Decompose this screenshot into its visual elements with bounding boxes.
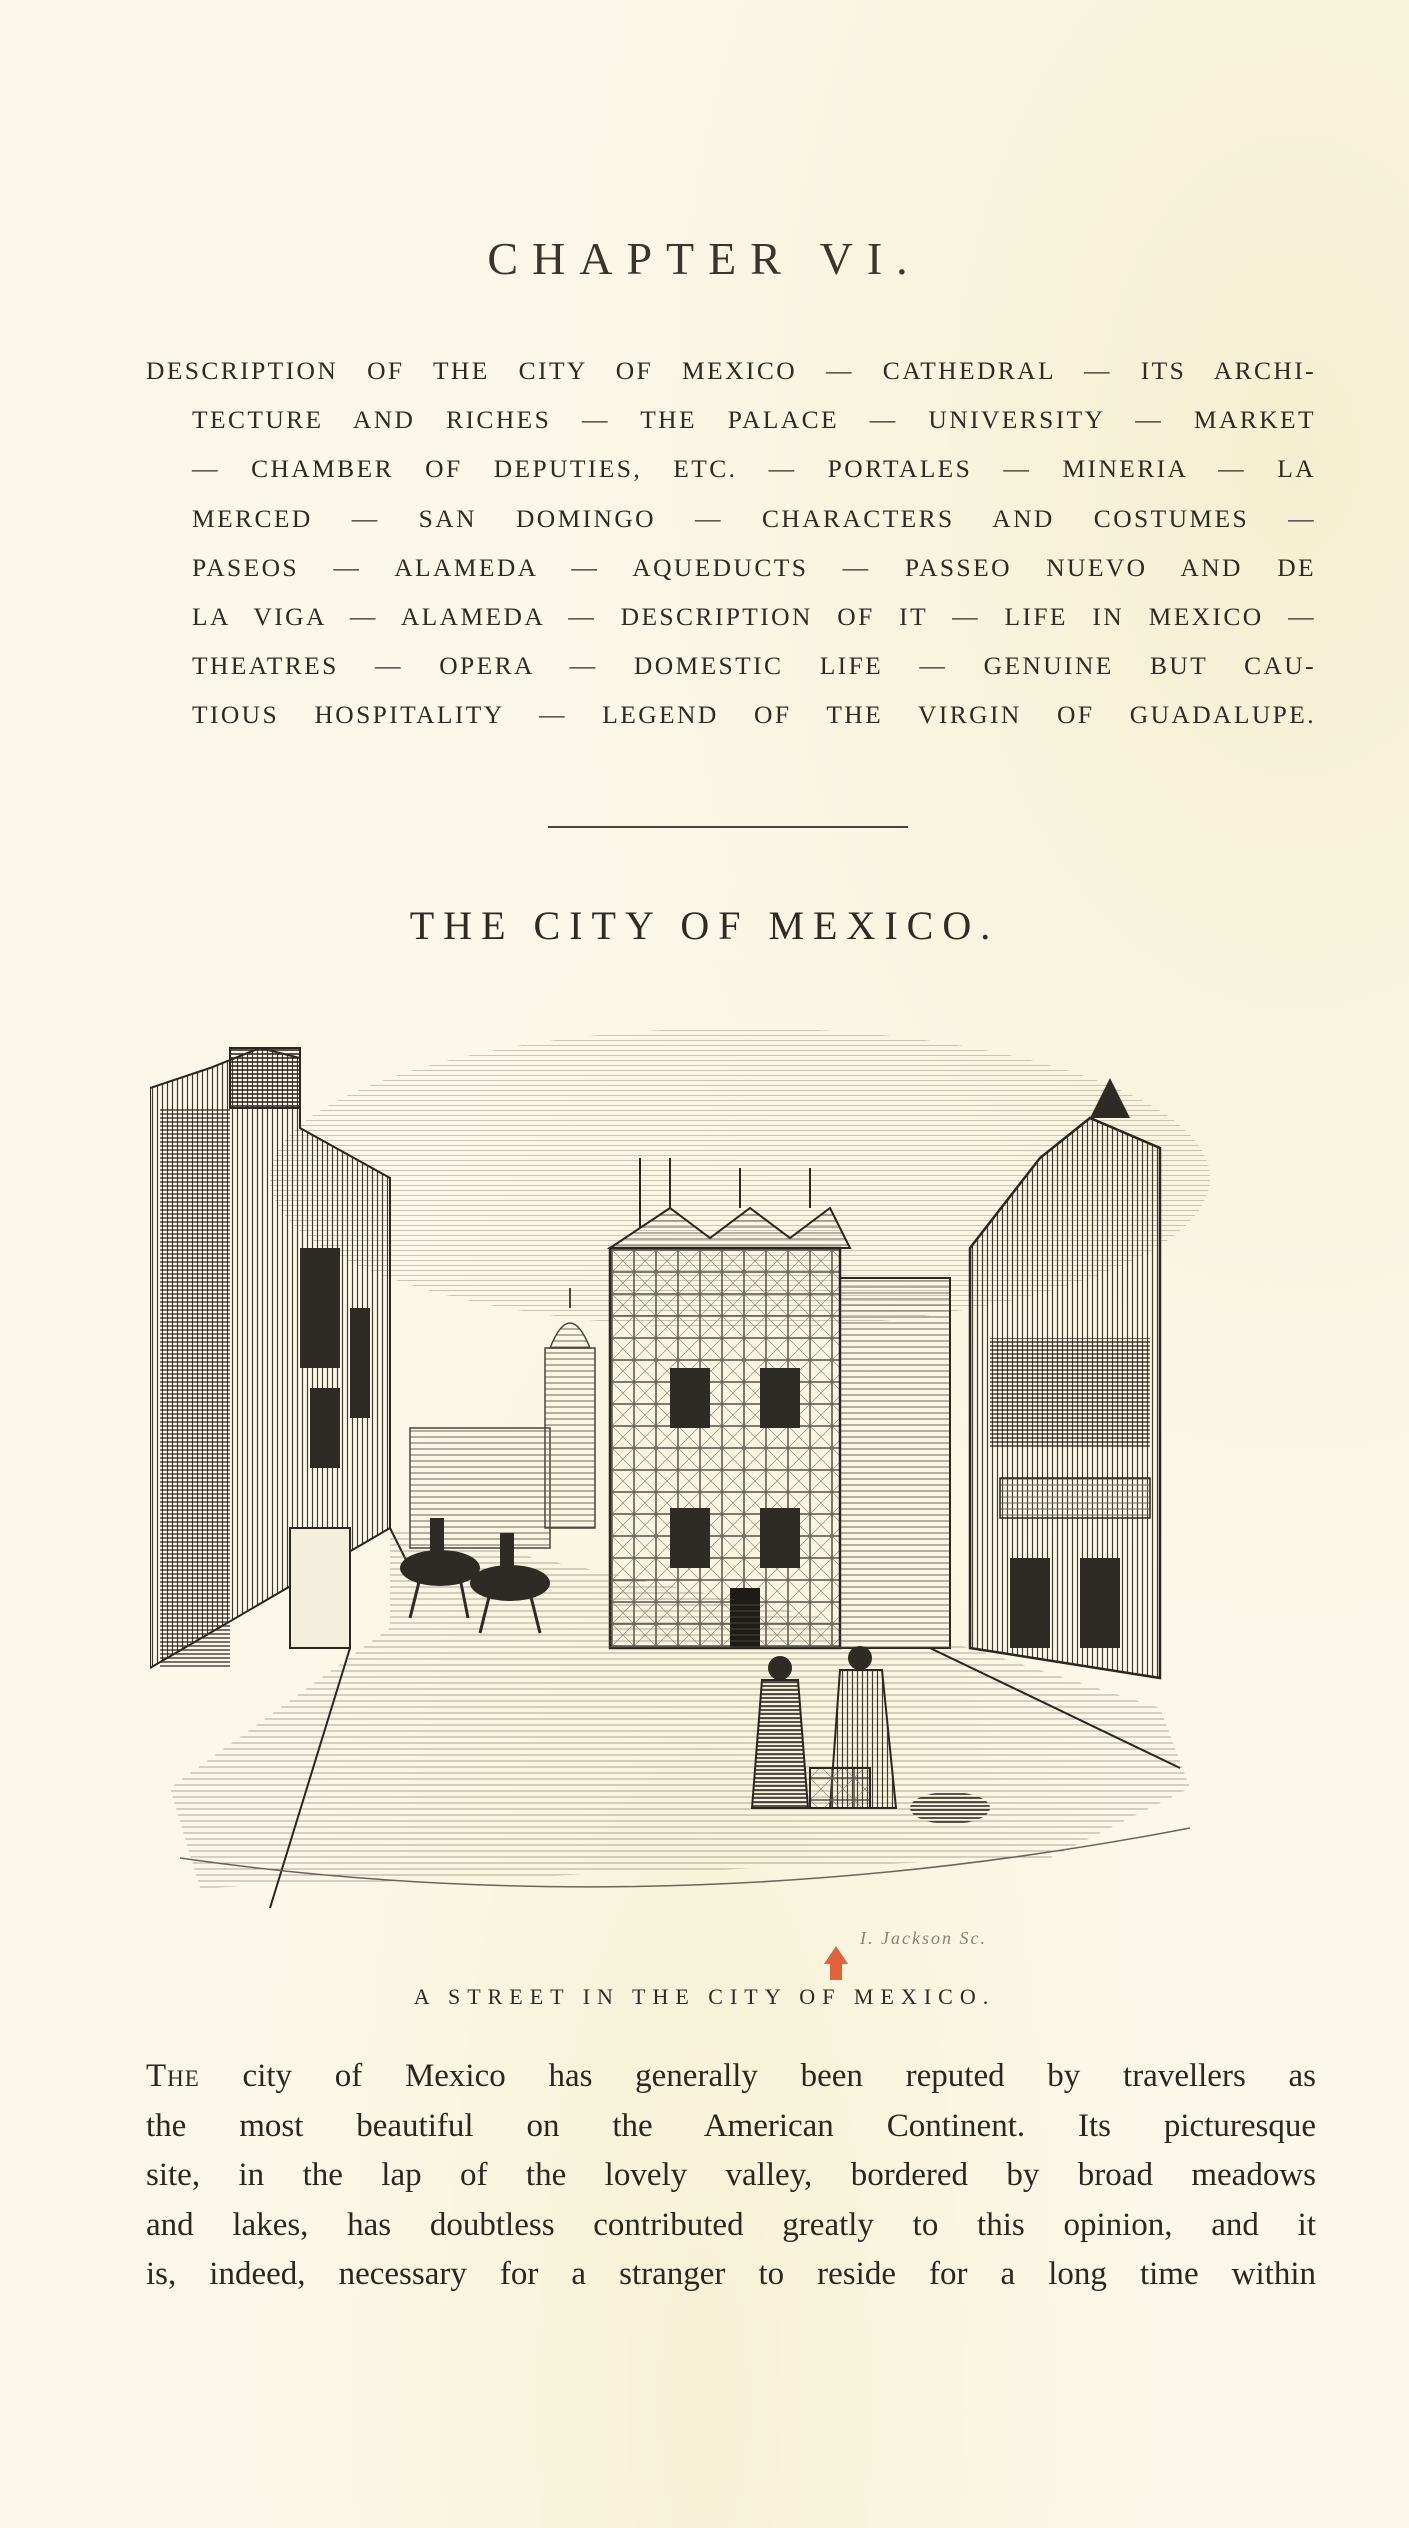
synopsis-line: PASEOS — ALAMEDA — AQUEDUCTS — PASSEO NUEVO AND DE [192,552,1316,582]
distant-buildings [410,1288,595,1548]
body-line [146,2052,1316,2102]
synopsis-line: DESCRIPTION OF THE CITY OF MEXICO — CATHEDRAL — ITS ARCHI- [146,356,1316,385]
body-line: site, in the lap of the lovely valley, bordered by broad meadows [146,2157,1316,2194]
body-line: the most beautiful on the American Continent. Its picturesque [146,2107,1316,2144]
body-paragraph [146,2052,1316,2300]
engraver-signature: I. Jackson Sc. [860,1928,987,1948]
opening-word: The [146,2058,200,2094]
synopsis-line: — CHAMBER OF DEPUTIES, ETC. — PORTALES — MINERIA — LA [192,454,1316,484]
illustration-caption: A STREET IN THE CITY OF MEXICO. [413,1984,996,2009]
synopsis-line: TIOUS HOSPITALITY — LEGEND OF THE VIRGIN OF GUADALUPE. [192,700,1316,730]
synopsis-line: TECTURE AND RICHES — THE PALACE — UNIVERSITY — MARKET [192,405,1316,435]
synopsis-line: MERCED — SAN DOMINGO — CHARACTERS AND COSTUMES — [192,503,1316,533]
synopsis-line: LA VIGA — ALAMEDA — DESCRIPTION OF IT — LIFE IN MEXICO — [192,602,1316,632]
chapter-synopsis [146,346,1316,740]
divider-rule [548,826,908,828]
synopsis-line: THEATRES — OPERA — DOMESTIC LIFE — GENUINE BUT CAU- [192,651,1316,681]
chapter-heading: CHAPTER VI. [487,233,922,284]
body-line-text: city of Mexico has generally been reputed by travellers as [199,2058,1316,2094]
body-line: is, indeed, necessary for a stranger to reside for a long time within [146,2256,1316,2293]
street-engraving [150,1008,1310,1938]
library-stamp-icon [818,1944,854,1984]
body-line: and lakes, has doubtless contributed greatly to this opinion, and it [146,2206,1316,2243]
section-title: THE CITY OF MEXICO. [409,903,1000,948]
